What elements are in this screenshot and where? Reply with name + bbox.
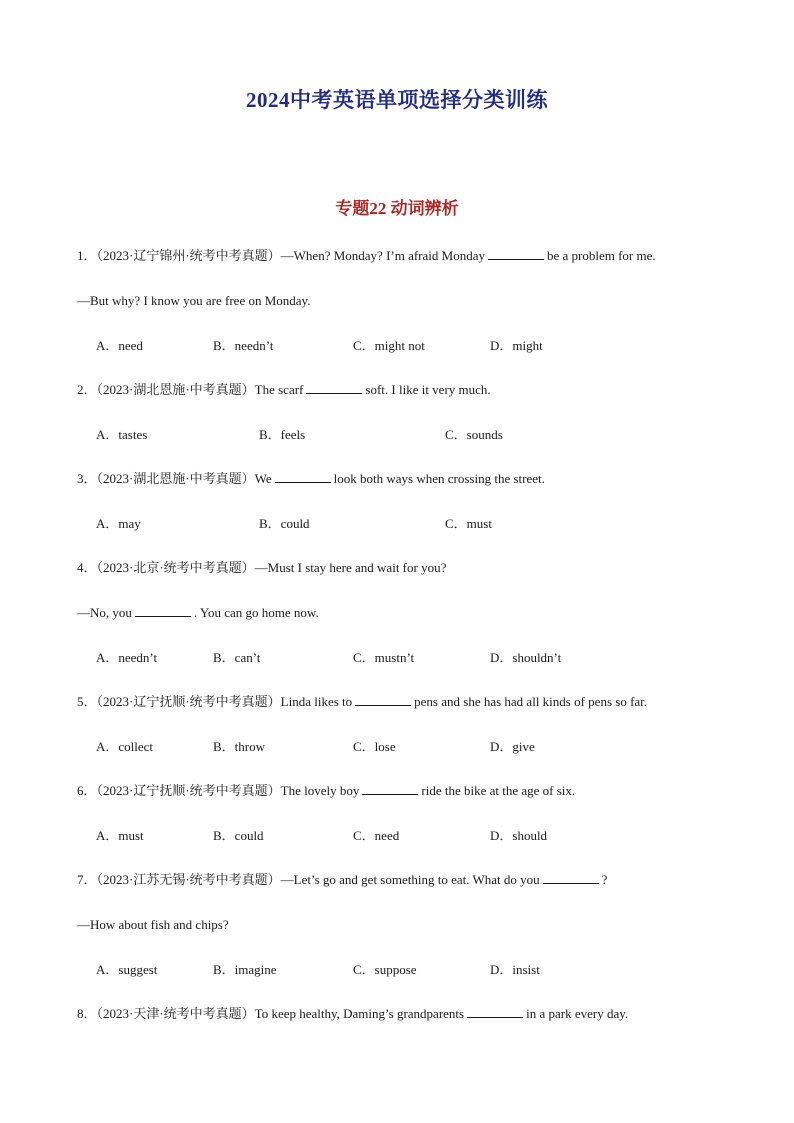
answer-blank — [275, 470, 331, 483]
option-d: D．give — [490, 739, 535, 754]
question-3-stem: 3．（2023·湖北恩施·中考真题）We — [77, 471, 272, 486]
question-2 — [77, 381, 491, 399]
option-a: A．needn’t — [96, 650, 158, 665]
option-b: B．could — [213, 828, 264, 843]
option-c: C．suppose — [353, 962, 417, 977]
question-2-stem: 2．（2023·湖北恩施·中考真题）The scarf — [77, 382, 304, 397]
option-c: C．mustn’t — [353, 650, 415, 665]
option-a: A．may — [96, 516, 141, 531]
option-a: A．tastes — [96, 427, 148, 442]
option-d: D．shouldn’t — [490, 650, 562, 665]
option-b: B．imagine — [213, 962, 277, 977]
question-6-stem: 6．（2023·辽宁抚顺·统考中考真题）The lovely boy — [77, 783, 360, 798]
option-b: B．could — [259, 516, 310, 531]
question-5-stem: 5．（2023·辽宁抚顺·统考中考真题）Linda likes to — [77, 694, 353, 709]
question-7-stem-end: ? — [601, 872, 608, 887]
answer-blank — [488, 247, 544, 260]
answer-blank — [467, 1005, 523, 1018]
question-8-stem: 8．（2023·天津·统考中考真题）To keep healthy, Daming’s grandparents — [77, 1006, 465, 1021]
option-a: A．suggest — [96, 962, 158, 977]
question-2-stem-end: soft. I like it very much. — [365, 382, 491, 397]
option-d: D．should — [490, 828, 548, 843]
question-6 — [77, 782, 575, 800]
question-1-stem: 1．（2023·辽宁锦州·统考中考真题）—When? Monday? I’m afraid Monday — [77, 248, 485, 263]
option-a: A．must — [96, 828, 144, 843]
question-3-stem-end: look both ways when crossing the street. — [333, 471, 545, 486]
option-d: D．might — [490, 338, 543, 353]
option-a: A．collect — [96, 739, 154, 754]
question-8 — [77, 1005, 628, 1023]
question-8-stem-end: in a park every day. — [526, 1006, 629, 1021]
question-4-reply-end: . You can go home now. — [193, 605, 319, 620]
option-c: C．lose — [353, 739, 396, 754]
question-7-stem: 7．（2023·江苏无锡·统考中考真题）—Let’s go and get something to eat. What do you — [77, 872, 540, 887]
question-4-line-2 — [77, 604, 319, 622]
answer-blank — [135, 604, 191, 617]
option-c: C．must — [445, 516, 492, 531]
answer-blank — [543, 871, 599, 884]
question-6-stem-end: ride the bike at the age of six. — [421, 783, 576, 798]
option-c: C．might not — [353, 338, 425, 353]
question-1-line-2: —But why? I know you are free on Monday. — [77, 293, 311, 308]
question-4: 4．（2023·北京·统考中考真题）—Must I stay here and wait for you? — [77, 560, 447, 575]
option-b: B．throw — [213, 739, 266, 754]
option-b: B．needn’t — [213, 338, 274, 353]
option-c: C．sounds — [445, 427, 503, 442]
question-1-stem-end: be a problem for me. — [546, 248, 656, 263]
document-title: 2024中考英语单项选择分类训练 — [246, 88, 548, 112]
question-5-stem-end: pens and she has had all kinds of pens so far. — [414, 694, 648, 709]
option-c: C．need — [353, 828, 400, 843]
option-a: A．need — [96, 338, 143, 353]
answer-blank — [306, 381, 362, 394]
option-d: D．insist — [490, 962, 540, 977]
question-7 — [77, 871, 607, 889]
question-4-reply: —No, you — [77, 605, 132, 620]
question-7-line-2: —How about fish and chips? — [77, 917, 229, 932]
section-subtitle: 专题22 动词辨析 — [335, 199, 459, 218]
option-b: B．can’t — [213, 650, 261, 665]
question-3 — [77, 470, 545, 488]
answer-blank — [362, 782, 418, 795]
option-b: B．feels — [259, 427, 306, 442]
answer-blank — [355, 693, 411, 706]
question-5 — [77, 693, 647, 711]
question-1 — [77, 247, 656, 265]
